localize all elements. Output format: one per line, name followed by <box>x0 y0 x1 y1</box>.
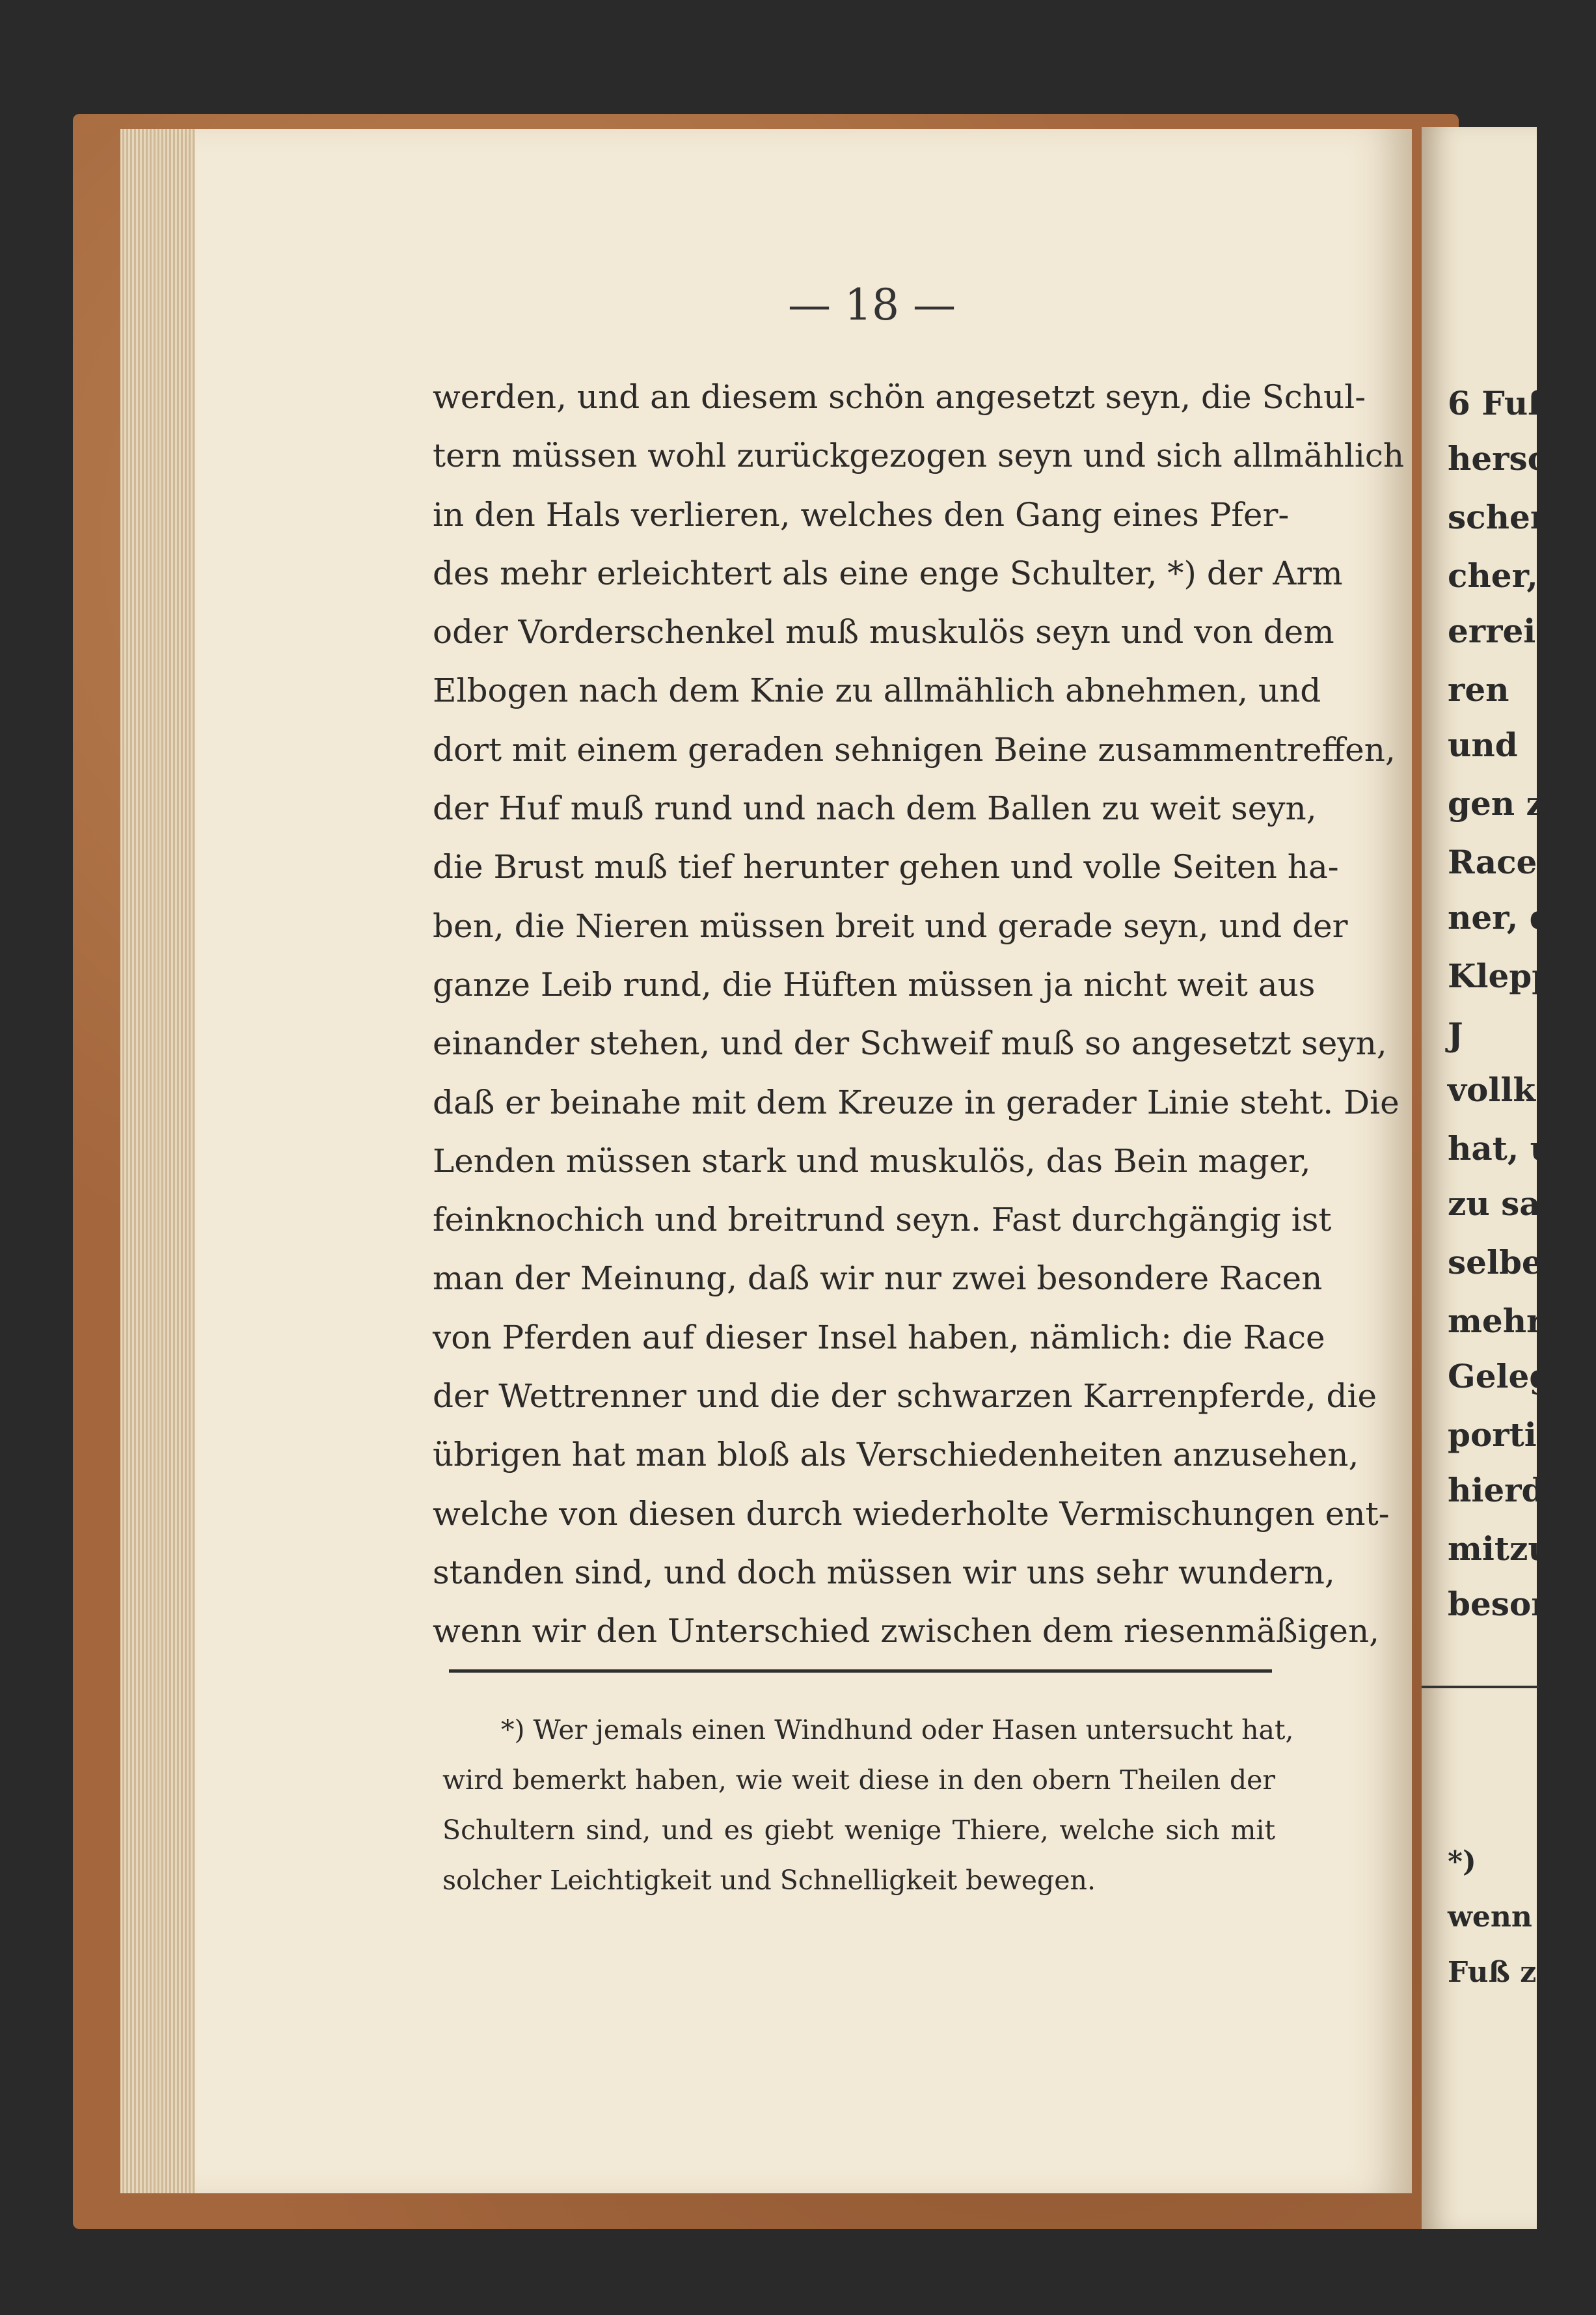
text-line: ganze Leib rund, die Hüften müssen ja nicht weit aus <box>433 965 1316 1004</box>
facing-footnote-rule <box>1422 1686 1539 1688</box>
facing-fragment: wenn n <box>1448 1900 1563 1934</box>
facing-fragment: Kleppe <box>1448 957 1575 995</box>
text-line: Elbogen nach dem Knie zu allmählich abnehmen, und <box>433 672 1321 710</box>
text-line: übrigen hat man bloß als Verschiedenheiten anzusehen, <box>433 1436 1359 1474</box>
facing-fragment: mitzu <box>1448 1529 1552 1568</box>
facing-fragment: schen <box>1448 498 1554 536</box>
footnote-line: Schultern sind, und es giebt wenige Thiere, welche sich mit <box>442 1815 1275 1846</box>
text-line: in den Hals verlieren, welches den Gang eines Pfer- <box>433 495 1290 534</box>
facing-fragment: 6 Fuß <box>1448 384 1553 422</box>
text-line: Lenden müssen stark und muskulös, das Bein mager, <box>433 1142 1311 1180</box>
text-line: welche von diesen durch wiederholte Vermischungen ent- <box>433 1494 1390 1533</box>
text-line: tern müssen wohl zurückgezogen seyn und sich allmählich <box>433 437 1405 475</box>
footnote-line: *) Wer jemals einen Windhund oder Hasen untersucht hat, <box>501 1714 1294 1746</box>
text-line: der Huf muß rund und nach dem Ballen zu weit seyn, <box>433 789 1317 828</box>
text-line: feinknochich und breitrund seyn. Fast durchgängig ist <box>433 1201 1332 1239</box>
facing-fragment: erreich <box>1448 612 1580 650</box>
text-line: oder Vorderschenkel muß muskulös seyn und von dem <box>433 613 1334 651</box>
text-line: des mehr erleichtert als eine enge Schulter, *) der Arm <box>433 554 1343 592</box>
facing-fragment: cher, <box>1448 556 1538 595</box>
facing-fragment: mehr u <box>1448 1302 1579 1340</box>
footnote <box>442 1705 1294 1906</box>
text-line: man der Meinung, daß wir nur zwei besondere Racen <box>433 1259 1323 1298</box>
facing-fragment: Gelegen <box>1448 1357 1596 1395</box>
page-number: — 18 — <box>788 280 956 330</box>
text-line: die Brust muß tief herunter gehen und volle Seiten ha- <box>433 848 1339 886</box>
text-line: der Wettrenner und die der schwarzen Karrenpferde, die <box>433 1377 1377 1416</box>
facing-fragment: Fuß zun <box>1448 1956 1578 1989</box>
text-line: von Pferden auf dieser Insel haben, nämlich: die Race <box>433 1318 1325 1356</box>
text-line: ben, die Nieren müssen breit und gerade seyn, und der <box>433 907 1348 945</box>
text-line: daß er beinahe mit dem Kreuze in gerader Linie steht. Die <box>433 1083 1400 1121</box>
text-line: standen sind, und doch müssen wir uns sehr wundern, <box>433 1553 1335 1591</box>
facing-fragment: und <box>1448 726 1518 764</box>
text-line: einander stehen, und der Schweif muß so angesetzt seyn, <box>433 1024 1387 1063</box>
facing-fragment: herschr <box>1448 439 1588 478</box>
facing-fragment: *) <box>1448 1845 1476 1878</box>
facing-fragment: ner, d <box>1448 898 1552 937</box>
facing-fragment: hat, u <box>1448 1129 1554 1168</box>
text-line: werden, und an diesem schön angesetzt seyn, die Schul- <box>433 378 1366 416</box>
facing-fragment: J <box>1448 1015 1463 1054</box>
text-line: dort mit einem geraden sehnigen Beine zusammentreffen, <box>433 730 1396 769</box>
page-edges <box>120 129 198 2193</box>
facing-fragment: hierdu <box>1448 1471 1568 1509</box>
facing-fragment: selben <box>1448 1243 1567 1281</box>
facing-page <box>1422 127 1596 2229</box>
footnote-line: wird bemerkt haben, wie weit diese in den obern Theilen der <box>442 1764 1275 1796</box>
footnote-line: solcher Leichtigkeit und Schnelligkeit bewegen. <box>442 1865 1096 1896</box>
facing-fragment: Racen <box>1448 843 1561 881</box>
facing-fragment: zu sage <box>1448 1185 1584 1223</box>
text-line: wenn wir den Unterschied zwischen dem riesenmäßigen, <box>433 1612 1380 1651</box>
facing-fragment: gen z <box>1448 784 1545 823</box>
facing-fragment: portion <box>1448 1416 1582 1454</box>
facing-fragment: ren <box>1448 670 1509 709</box>
facing-fragment: beson <box>1448 1585 1555 1623</box>
facing-fragment: vollkon <box>1448 1071 1581 1109</box>
body-text <box>433 368 1405 1661</box>
footnote-rule <box>449 1669 1272 1673</box>
